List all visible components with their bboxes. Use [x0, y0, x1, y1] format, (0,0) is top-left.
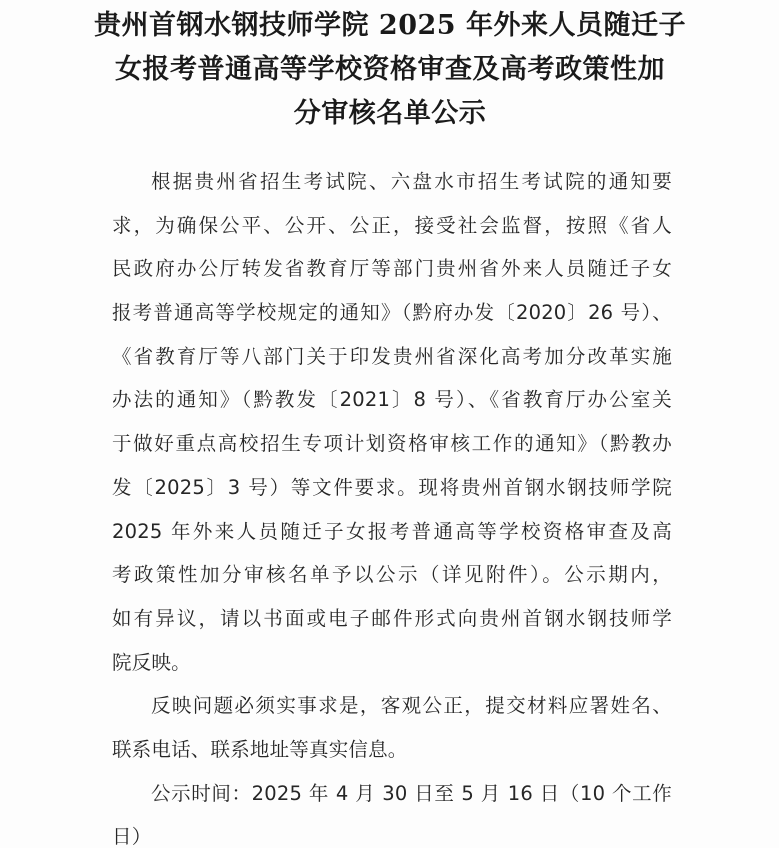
notice-title — [60, 4, 720, 136]
body-line: 如有异议，请以书面或电子邮件形式向贵州首钢水钢技师学 — [112, 606, 672, 630]
title-line: 分审核名单公示 — [293, 98, 487, 129]
body-line: 《省教育厅等八部门关于印发贵州省深化高考加分改革实施 — [112, 344, 672, 368]
paragraph-period — [112, 772, 672, 859]
body-line: 发〔2025〕3 号）等文件要求。现将贵州首钢水钢技师学院 — [112, 475, 672, 499]
title-line: 女报考普通高等学校资格审查及高考政策性加 — [115, 54, 665, 85]
notice-body — [112, 160, 672, 859]
body-line: 院反映。 — [112, 650, 191, 674]
body-line: 反映问题必须实事求是，客观公正，提交材料应署姓名、 — [151, 694, 672, 718]
body-line: 求，为确保公平、公开、公正，接受社会监督，按照《省人 — [112, 213, 672, 237]
body-line: 报考普通高等学校规定的通知》（黔府办发〔2020〕26 号）、 — [112, 301, 672, 325]
body-line: 联系电话、联系地址等真实信息。 — [112, 737, 408, 761]
body-line: 2025 年外来人员随迁子女报考普通高等学校资格审查及高 — [112, 519, 672, 543]
body-line: 民政府办公厅转发省教育厅等部门贵州省外来人员随迁子女 — [112, 257, 672, 281]
body-line: 日） — [112, 825, 152, 849]
title-line: 贵州首钢水钢技师学院 2025 年外来人员随迁子 — [94, 10, 686, 41]
body-line: 考政策性加分审核名单予以公示（详见附件）。公示期内， — [112, 563, 672, 587]
body-line: 公示时间：2025 年 4 月 30 日至 5 月 16 日（10 个工作 — [151, 781, 672, 805]
paragraph-requirements — [112, 684, 672, 771]
body-line: 办法的通知》（黔教发〔2021〕8 号）、《省教育厅办公室关 — [112, 388, 672, 412]
paragraph-basis — [112, 160, 672, 684]
body-line: 于做好重点高校招生专项计划资格审核工作的通知》（黔教办 — [112, 432, 672, 456]
body-line: 根据贵州省招生考试院、六盘水市招生考试院的通知要 — [151, 170, 672, 193]
